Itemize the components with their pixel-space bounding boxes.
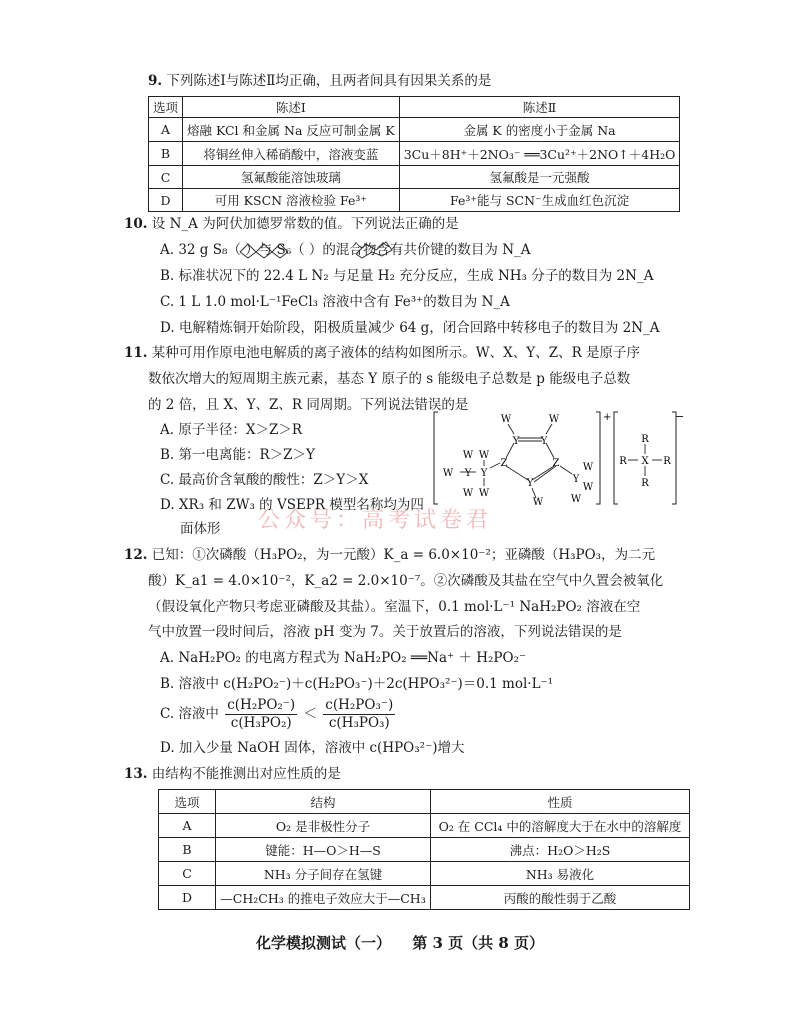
q12-stem-line1: 已知：①次磷酸（H₃PO₂，为一元酸）K_a = 6.0×10⁻²；亚磷酸（H₃PO₃，为二元 — [151, 547, 656, 563]
q12-header — [124, 545, 655, 565]
table-row — [159, 838, 690, 862]
table-row — [159, 814, 690, 838]
q13-row-c-property: NH₃ 易液化 — [431, 862, 690, 886]
q13-row-a-structure: O₂ 是非极性分子 — [216, 814, 431, 838]
atom-w: W — [500, 414, 512, 425]
q13-row-d-option: D — [159, 886, 216, 910]
atom-r: R — [641, 478, 649, 489]
table-row — [159, 886, 690, 910]
atom-w: W — [462, 450, 474, 461]
q9-row-d-option: D — [149, 189, 183, 212]
q13-row-d-structure: —CH₂CH₃ 的推电子效应大于—CH₃ — [216, 886, 431, 910]
atom-r: R — [663, 456, 671, 467]
q13-col-property: 性质 — [431, 790, 690, 814]
table-row — [149, 142, 680, 166]
atom-w: W — [442, 468, 454, 479]
atom-r: R — [641, 434, 649, 445]
q11-stem-line3: 的 2 倍，且 X、Y、Z、R 同周期。下列说法错误的是 — [148, 397, 469, 413]
q12-fraction-2 — [323, 697, 395, 732]
q12-option-c-prefix: C. 溶液中 — [160, 706, 219, 722]
q9-row-c-s2: 氢氟酸是一元强酸 — [399, 166, 680, 189]
q12-less-than: ＜ — [303, 706, 317, 722]
atom-w: W — [582, 462, 594, 473]
atom-w: W — [478, 488, 490, 499]
q10-header — [124, 214, 459, 234]
q12-option-c — [160, 696, 397, 732]
atom-w: W — [532, 497, 544, 508]
q13-row-c-structure: NH₃ 分子间存在氢键 — [216, 862, 431, 886]
footer-page-number: 第 3 页（共 8 页） — [412, 934, 544, 952]
q11-number: 11. — [124, 345, 148, 361]
table-row — [149, 118, 680, 142]
q9-row-d-s1: 可用 KSCN 溶液检验 Fe³⁺ — [183, 189, 400, 212]
q12-option-d: D. 加入少量 NaOH 固体，溶液中 c(HPO₃²⁻)增大 — [160, 740, 465, 756]
q9-table — [148, 96, 680, 212]
q9-header — [148, 71, 491, 91]
q9-row-d-s2: Fe³⁺能与 SCN⁻生成血红色沉淀 — [399, 189, 680, 212]
atom-y: Y — [526, 478, 534, 489]
q12-number: 12. — [124, 547, 148, 563]
q12-fraction-1 — [225, 697, 297, 732]
q12-stem-line4: 气中放置一段时间后，溶液 pH 变为 7。关于放置后的溶液，下列说法错误的是 — [148, 624, 622, 640]
q12-frac2-denominator: c(H₃PO₃) — [328, 715, 390, 731]
q13-row-a-property: O₂ 在 CCl₄ 中的溶解度大于在水中的溶解度 — [431, 814, 690, 838]
q9-row-a-s2: 金属 K 的密度小于金属 Na — [399, 118, 680, 142]
q10-number: 10. — [124, 216, 148, 232]
page-footer — [0, 932, 800, 953]
q12-frac1-numerator: c(H₂PO₂⁻) — [227, 697, 296, 713]
q9-row-b-option: B — [149, 142, 183, 166]
q9-row-a-s1: 熔融 KCl 和金属 Na 反应可制金属 K — [183, 118, 400, 142]
atom-w: W — [582, 482, 594, 493]
s8-ring-sketch — [236, 238, 292, 260]
q13-row-b-option: B — [159, 838, 216, 862]
q12-stem-line2: 酸）K_a1 = 4.0×10⁻²，K_a2 = 2.0×10⁻⁷。②次磷酸及其盐在空气中久置会被氧化 — [148, 573, 664, 589]
q11-option-a: A. 原子半径：X＞Z＞R — [160, 422, 302, 438]
table-row — [149, 166, 680, 189]
q11-option-d-cont: 面体形 — [180, 521, 221, 537]
atom-x: X — [641, 456, 649, 467]
q13-row-b-structure: 键能：H—O＞H—S — [216, 838, 431, 862]
atom-y: Y — [512, 436, 520, 447]
q12-frac2-numerator: c(H₂PO₃⁻) — [325, 697, 394, 713]
q10-option-a: A. 32 g S₈（ ）与 S₆（ ）的混合物含有共价键的数目为 N_A — [160, 242, 531, 258]
q9-row-c-s1: 氢氟酸能溶蚀玻璃 — [183, 166, 400, 189]
q10-stem: 设 N_A 为阿伏加德罗常数的值。下列说法正确的是 — [151, 216, 459, 232]
atom-z: Z — [552, 458, 560, 469]
s6-ring-sketch — [352, 238, 396, 260]
anion-atoms — [619, 434, 671, 489]
q11-header — [124, 343, 640, 363]
q9-number: 9. — [148, 73, 163, 89]
q13-row-b-property: 沸点：H₂O＞H₂S — [431, 838, 690, 862]
atom-w: W — [478, 450, 490, 461]
q12-frac1-denominator: c(H₃PO₂) — [230, 715, 292, 731]
ionic-liquid-structure — [432, 410, 685, 508]
atom-w: W — [570, 494, 582, 505]
q9-col-statement1: 陈述Ⅰ — [183, 97, 400, 118]
q13-row-c-option: C — [159, 862, 216, 886]
q9-row-a-option: A — [149, 118, 183, 142]
atom-y: Y — [540, 436, 548, 447]
q11-stem-line2: 数依次增大的短周期主族元素，基态 Y 原子的 s 能级电子总数是 p 能级电子总数 — [148, 371, 631, 387]
q10-option-b: B. 标准状况下的 22.4 L N₂ 与足量 H₂ 充分反应，生成 NH₃ 分子的数目为 2N_A — [160, 268, 654, 284]
q9-col-option: 选项 — [149, 97, 183, 118]
q13-col-option: 选项 — [159, 790, 216, 814]
q13-table — [158, 789, 690, 910]
q10-option-d: D. 电解精炼铜开始阶段，阳极质量减少 64 g，闭合回路中转移电子的数目为 2N_A — [160, 320, 660, 336]
atom-y: Y — [480, 468, 488, 479]
q11-stem-line1: 某种可用作原电池电解质的离子液体的结构如图所示。W、X、Y、Z、R 是原子序 — [151, 345, 641, 361]
q13-number: 13. — [124, 766, 148, 782]
q11-option-b: B. 第一电离能：R＞Z＞Y — [160, 447, 315, 463]
atom-z: Z — [500, 458, 508, 469]
q12-stem-line3: （假设氧化产物只考虑亚磷酸及其盐）。室温下，0.1 mol·L⁻¹ NaH₂PO₂ 溶液在空 — [148, 599, 641, 615]
atom-r: R — [619, 456, 627, 467]
table-row — [159, 862, 690, 886]
q11-option-c: C. 最高价含氧酸的酸性：Z＞Y＞X — [160, 472, 369, 488]
footer-subject: 化学模拟测试（一） — [255, 934, 391, 952]
q9-stem: 下列陈述Ⅰ与陈述Ⅱ均正确，且两者间具有因果关系的是 — [166, 73, 492, 89]
watermark: 公众号：高考试卷君 — [258, 508, 493, 533]
q13-row-d-property: 丙酸的酸性弱于乙酸 — [431, 886, 690, 910]
q9-row-b-s2: 3Cu＋8H⁺＋2NO₃⁻ ══3Cu²⁺＋2NO↑＋4H₂O — [399, 142, 680, 166]
cation-atoms — [443, 414, 594, 508]
q13-col-structure: 结构 — [216, 790, 431, 814]
table-row — [149, 189, 680, 212]
atom-w: W — [462, 488, 474, 499]
q9-row-c-option: C — [149, 166, 183, 189]
q13-header — [124, 764, 341, 784]
atom-w: W — [548, 414, 560, 425]
q9-row-b-s1: 将铜丝伸入稀硝酸中，溶液变蓝 — [183, 142, 400, 166]
q11-option-d: D. XR₃ 和 ZW₃ 的 VSEPR 模型名称均为四 — [160, 497, 424, 513]
q13-stem: 由结构不能推测出对应性质的是 — [151, 766, 341, 782]
q12-option-b: B. 溶液中 c(H₂PO₂⁻)＋c(H₂PO₃⁻)＋2c(HPO₃²⁻)＝0.1 mol·L⁻¹ — [160, 676, 554, 692]
atom-y: Y — [464, 468, 472, 479]
q13-row-a-option: A — [159, 814, 216, 838]
q12-option-a: A. NaH₂PO₂ 的电离方程式为 NaH₂PO₂ ══Na⁺ ＋ H₂PO₂⁻ — [160, 650, 527, 666]
atom-y: Y — [572, 474, 580, 485]
cation-charge: + — [603, 412, 612, 423]
q9-col-statement2: 陈述Ⅱ — [399, 97, 680, 118]
anion-charge: − — [675, 410, 685, 423]
q10-option-c: C. 1 L 1.0 mol·L⁻¹FeCl₃ 溶液中含有 Fe³⁺的数目为 N_A — [160, 294, 510, 310]
